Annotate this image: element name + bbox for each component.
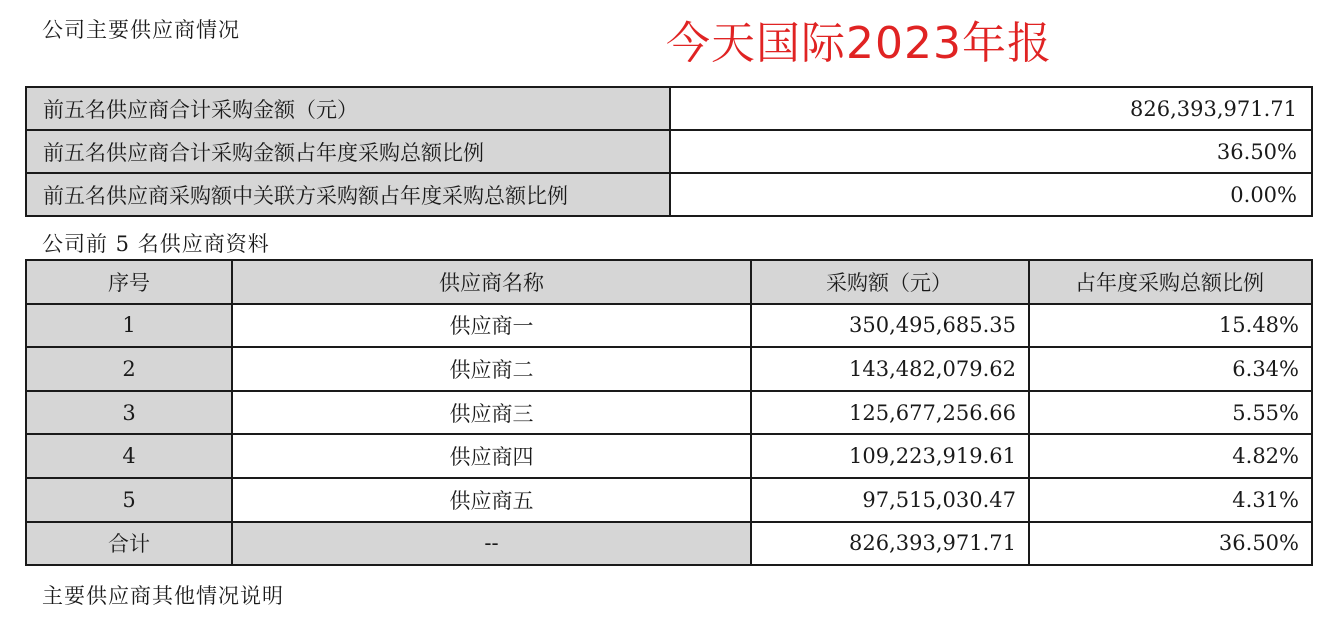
supplier-name: 供应商五 bbox=[232, 478, 751, 522]
total-supplier-name: -- bbox=[232, 522, 751, 566]
column-header-purchase-ratio: 占年度采购总额比例 bbox=[1029, 260, 1312, 304]
total-label: 合计 bbox=[26, 522, 232, 566]
supplier-index: 1 bbox=[26, 304, 232, 348]
summary-label: 前五名供应商合计采购金额占年度采购总额比例 bbox=[26, 130, 670, 173]
supplier-amount: 350,495,685.35 bbox=[751, 304, 1029, 348]
section-title-top-five-suppliers: 公司前 5 名供应商资料 bbox=[42, 232, 270, 256]
table-row bbox=[26, 434, 1312, 478]
summary-value: 0.00% bbox=[670, 173, 1312, 216]
summary-value: 826,393,971.71 bbox=[670, 87, 1312, 130]
supplier-index: 2 bbox=[26, 347, 232, 391]
table-row bbox=[26, 391, 1312, 435]
table-header-row bbox=[26, 260, 1312, 304]
supplier-amount: 143,482,079.62 bbox=[751, 347, 1029, 391]
supplier-amount: 97,515,030.47 bbox=[751, 478, 1029, 522]
summary-row bbox=[26, 87, 1312, 130]
table-row bbox=[26, 304, 1312, 348]
supplier-percent: 6.34% bbox=[1029, 347, 1312, 391]
supplier-index: 4 bbox=[26, 434, 232, 478]
top-five-suppliers-table bbox=[25, 259, 1313, 566]
supplier-name: 供应商四 bbox=[232, 434, 751, 478]
total-percent: 36.50% bbox=[1029, 522, 1312, 566]
supplier-amount: 109,223,919.61 bbox=[751, 434, 1029, 478]
table-row bbox=[26, 478, 1312, 522]
supplier-index: 5 bbox=[26, 478, 232, 522]
report-watermark: 今天国际2023年报 bbox=[666, 18, 1052, 69]
summary-label: 前五名供应商采购额中关联方采购额占年度采购总额比例 bbox=[26, 173, 670, 216]
column-header-purchase-amount: 采购额（元） bbox=[751, 260, 1029, 304]
supplier-percent: 4.31% bbox=[1029, 478, 1312, 522]
column-header-index: 序号 bbox=[26, 260, 232, 304]
supplier-percent: 5.55% bbox=[1029, 391, 1312, 435]
section-title-other-notes: 主要供应商其他情况说明 bbox=[42, 584, 284, 608]
summary-label: 前五名供应商合计采购金额（元） bbox=[26, 87, 670, 130]
supplier-name: 供应商二 bbox=[232, 347, 751, 391]
supplier-index: 3 bbox=[26, 391, 232, 435]
total-amount: 826,393,971.71 bbox=[751, 522, 1029, 566]
supplier-amount: 125,677,256.66 bbox=[751, 391, 1029, 435]
table-total-row bbox=[26, 522, 1312, 566]
supplier-name: 供应商一 bbox=[232, 304, 751, 348]
supplier-percent: 4.82% bbox=[1029, 434, 1312, 478]
column-header-supplier-name: 供应商名称 bbox=[232, 260, 751, 304]
summary-value: 36.50% bbox=[670, 130, 1312, 173]
supplier-name: 供应商三 bbox=[232, 391, 751, 435]
section-title-main-suppliers: 公司主要供应商情况 bbox=[42, 18, 240, 42]
summary-row bbox=[26, 173, 1312, 216]
table-row bbox=[26, 347, 1312, 391]
supplier-percent: 15.48% bbox=[1029, 304, 1312, 348]
summary-row bbox=[26, 130, 1312, 173]
top-five-summary-table bbox=[25, 86, 1313, 217]
